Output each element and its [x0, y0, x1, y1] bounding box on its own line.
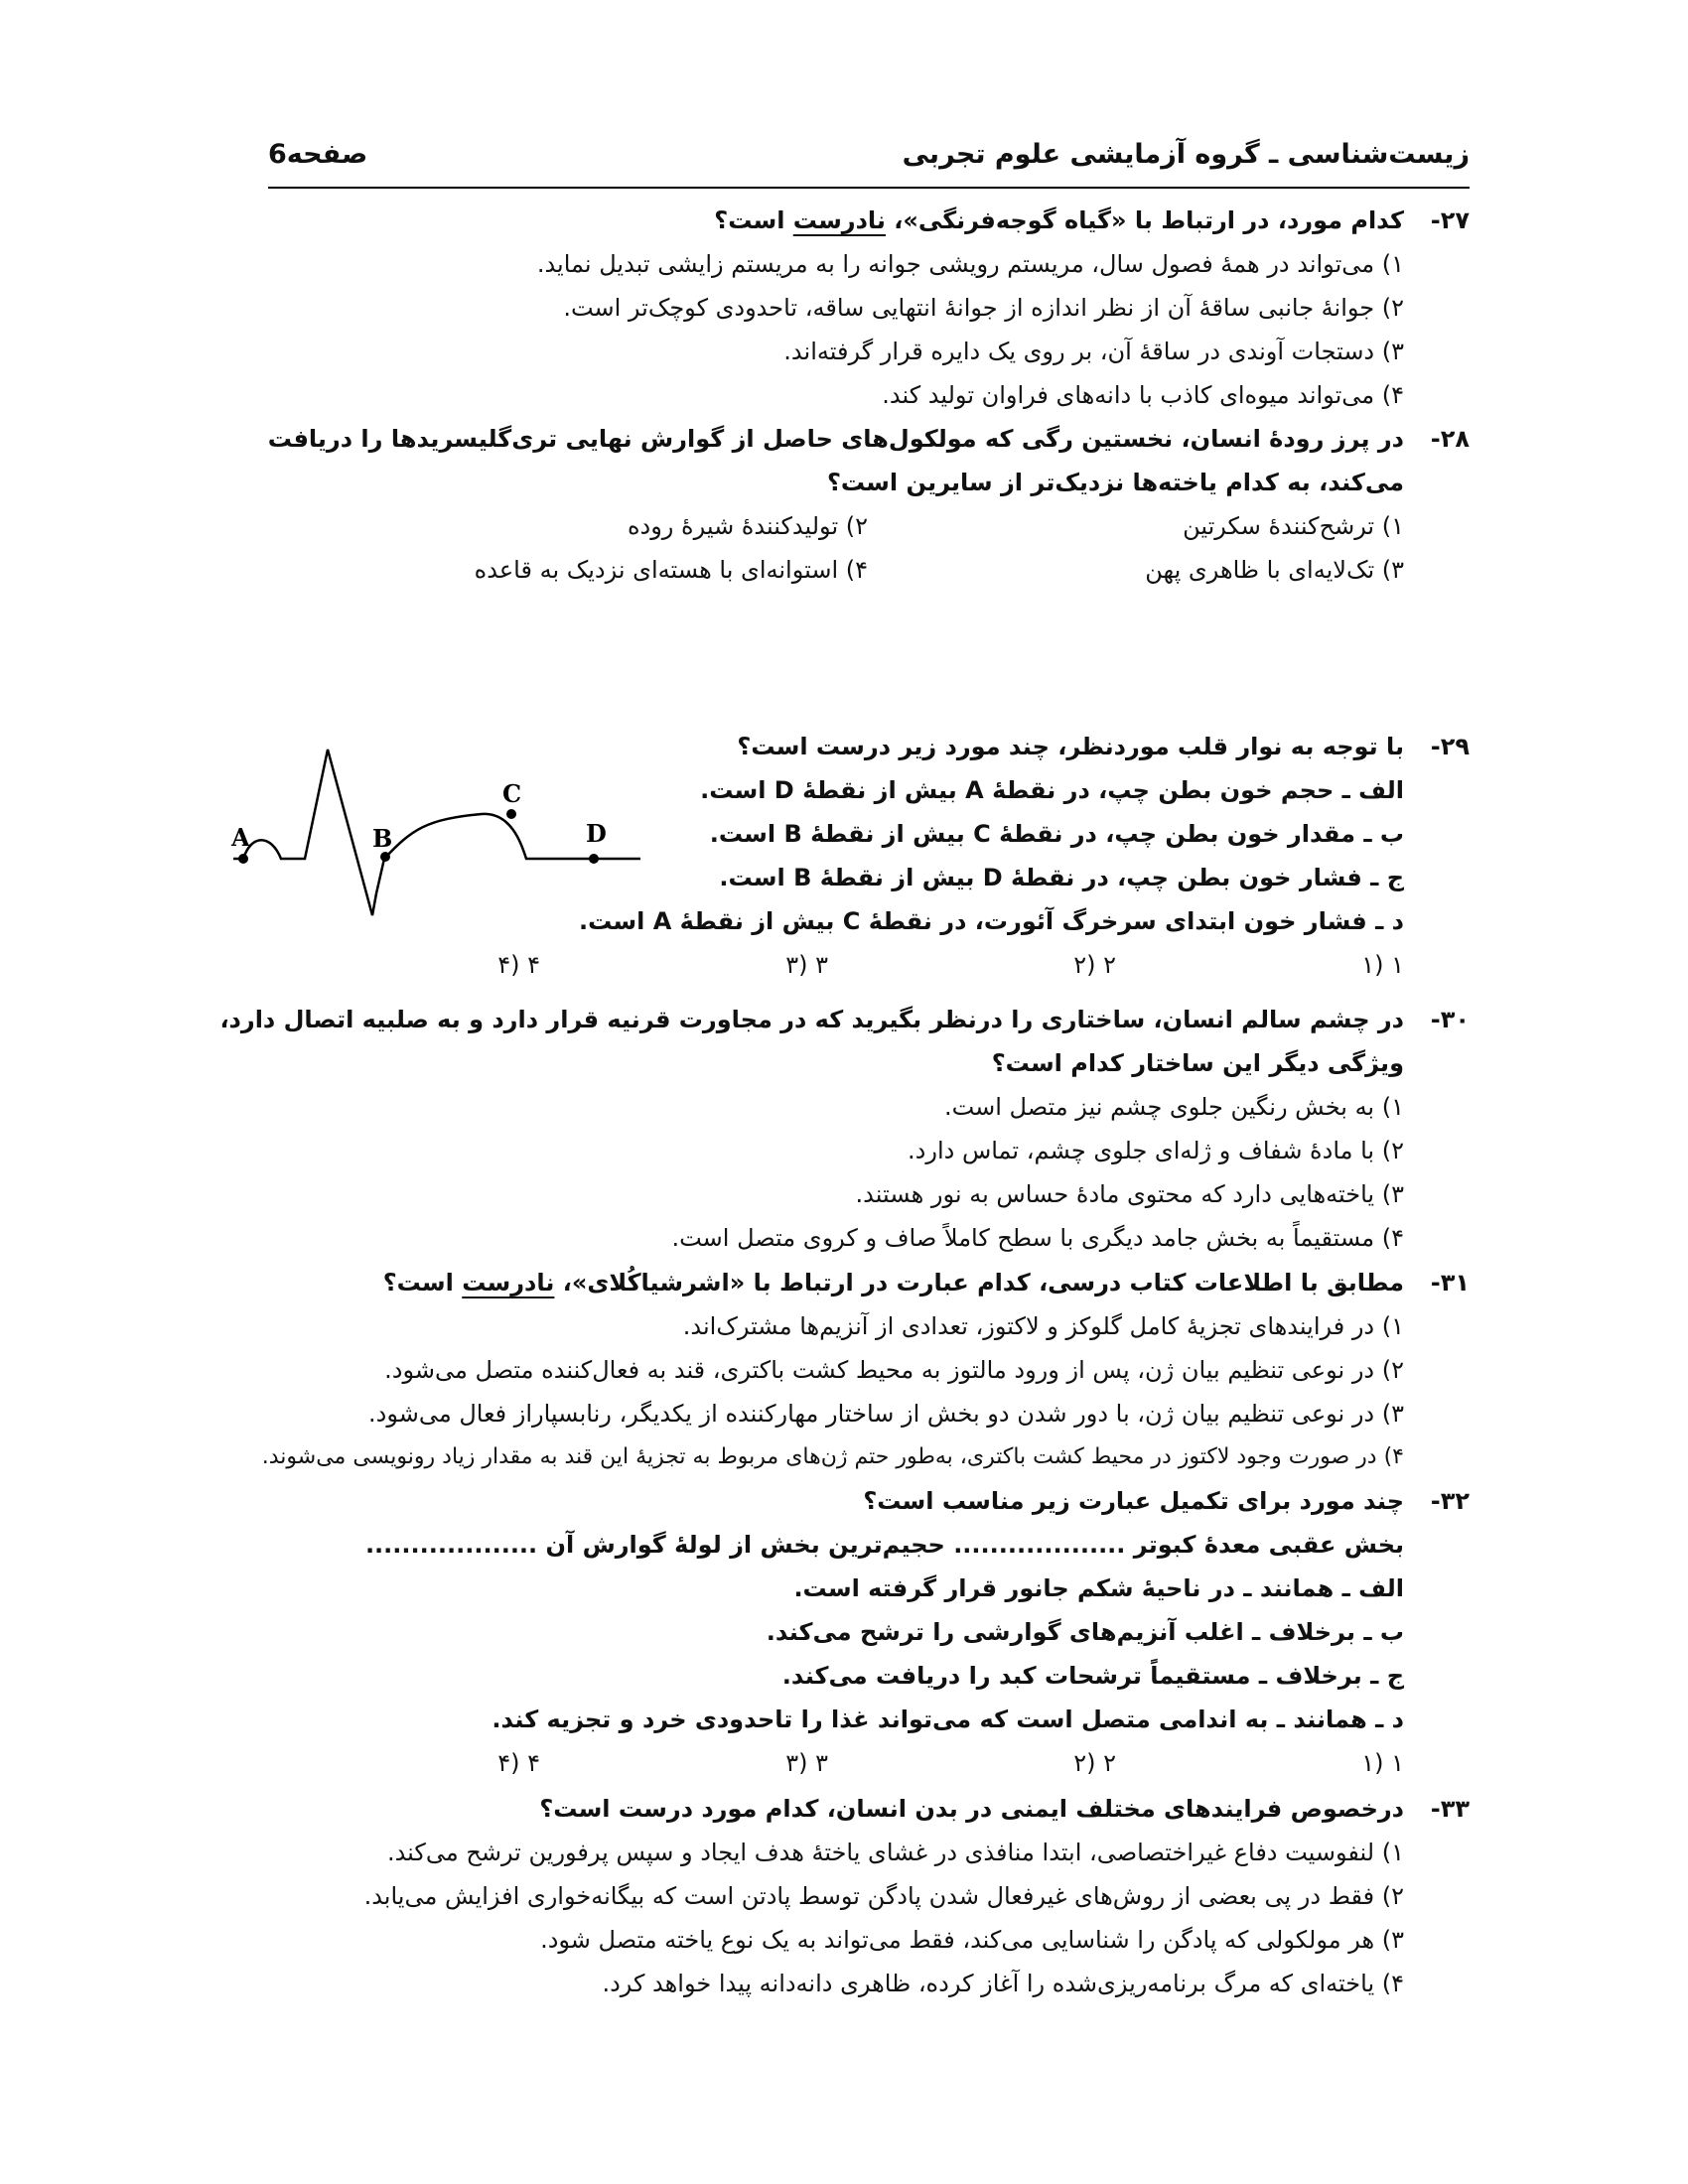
options-row [228, 943, 1404, 987]
option[interactable]: ۴) در صورت وجود لاکتوز در محیط کشت باکتری، به‌طور حتم ژن‌های مربوط به تجزیهٔ این قند به مقدار زیاد رونویسی می‌شوند. [261, 1444, 1404, 1469]
ecg-figure [223, 735, 660, 933]
question-stem: در پرز رودهٔ انسان، نخستین رگی که مولکول‌های حاصل از گوارش نهایی تری‌گلیسریدها را دریافت می‌کند، به کدام یاخته‌ها نزدیک‌تر از سایرین است؟ [267, 425, 1404, 496]
option[interactable]: ۳) دستجات آوندی در ساقهٔ آن، بر روی یک دایره قرار گرفته‌اند. [783, 338, 1404, 365]
question-number: ۳۰- [1430, 1006, 1470, 1033]
question-stem: مطابق با اطلاعات کتاب درسی، کدام عبارت در ارتباط با «اشرشیاکُلای»، نادرست است؟ [382, 1269, 1404, 1297]
question-number: ۲۷- [1430, 206, 1470, 234]
question-33 [218, 1787, 1470, 2005]
emphasis-underline: نادرست [462, 1269, 555, 1297]
question-number: ۳۲- [1430, 1487, 1470, 1515]
option[interactable]: ۲) در نوعی تنظیم بیان ژن، پس از ورود مالتوز به محیط کشت باکتری، قند به فعال‌کننده متصل می‌شود. [384, 1356, 1404, 1384]
options-row [218, 504, 1404, 548]
option[interactable]: ۴ (۴ [497, 951, 540, 979]
ecg-label-c: C [502, 779, 522, 808]
option[interactable]: ۳) یاخته‌هایی دارد که محتوی مادهٔ حساس به نور هستند. [855, 1180, 1404, 1208]
option[interactable]: ۴) یاخته‌ای که مرگ برنامه‌ریزی‌شده را آغاز کرده، ظاهری دانه‌دانه پیدا خواهد کرد. [602, 1970, 1404, 1997]
ecg-trace [233, 750, 640, 915]
question-stem: چند مورد برای تکمیل عبارت زیر مناسب است؟ [863, 1487, 1404, 1515]
emphasis-underline: نادرست [792, 206, 886, 234]
option[interactable]: ۱) در فرایندهای تجزیهٔ کامل گلوکز و لاکتوز، تعدادی از آنزیم‌ها مشترک‌اند. [682, 1312, 1404, 1340]
ecg-point-a [238, 854, 248, 864]
question-stem: درخصوص فرایندهای مختلف ایمنی در بدن انسان، کدام مورد درست است؟ [539, 1795, 1404, 1823]
option[interactable]: ۱) به بخش رنگین جلوی چشم نیز متصل است. [943, 1093, 1404, 1121]
option[interactable]: ۳) هر مولکولی که پادگن را شناسایی می‌کند، فقط می‌تواند به یک نوع یاخته متصل شود. [540, 1926, 1404, 1954]
option[interactable]: ۱ (۱ [1361, 1749, 1404, 1777]
option[interactable]: ۲) جوانهٔ جانبی ساقهٔ آن از نظر اندازه از جوانهٔ انتهایی ساقه، تاحدودی کوچک‌تر است. [563, 294, 1404, 322]
page-header [268, 139, 1470, 183]
option[interactable]: ۴ (۴ [497, 1749, 540, 1777]
ecg-point-b [380, 852, 390, 862]
options-row [218, 548, 1404, 592]
page-header-title: زیست‌شناسی ـ گروه آزمایشی علوم تجربی [902, 139, 1470, 170]
option[interactable]: ۲) با مادهٔ شفاف و ژله‌ای جلوی چشم، تماس دارد. [908, 1137, 1404, 1164]
statement-item: الف ـ همانند ـ در ناحیهٔ شکم جانور قرار گرفته است. [793, 1574, 1404, 1602]
question-28 [218, 417, 1470, 592]
question-number: ۳۱- [1430, 1269, 1470, 1297]
option[interactable]: ۲ (۲ [1073, 951, 1116, 979]
question-stem: با توجه به نوار قلب موردنظر، چند مورد زیر درست است؟ [737, 733, 1404, 760]
option[interactable]: ۳ (۳ [785, 951, 828, 979]
option[interactable]: ۲) فقط در پی بعضی از روش‌های غیرفعال شدن پادگن توسط پادتن است که بیگانه‌خواری افزایش می‌یابد. [363, 1882, 1404, 1910]
question-31 [209, 1261, 1470, 1479]
option[interactable]: ۳ (۳ [785, 1749, 828, 1777]
statement-item: د ـ همانند ـ به اندامی متصل است که می‌تواند غذا را تاحدودی خرد و تجزیه کند. [492, 1706, 1404, 1733]
question-number: ۲۸- [1430, 425, 1470, 453]
statement-item: ب ـ مقدار خون بطن چپ، در نقطهٔ C بیش از نقطهٔ B است. [709, 820, 1404, 848]
options-row [218, 1741, 1404, 1785]
question-number: ۲۹- [1430, 733, 1470, 760]
option[interactable]: ۲) تولیدکنندهٔ شیرهٔ روده [627, 512, 868, 540]
header-rule [268, 187, 1470, 189]
statement-item: ب ـ برخلاف ـ اغلب آنزیم‌های گوارشی را ترشح می‌کند. [766, 1618, 1404, 1646]
option[interactable]: ۳) در نوعی تنظیم بیان ژن، با دور شدن دو بخش از ساختار مهارکننده از یکدیگر، رنابسپاراز فعال می‌شود. [368, 1400, 1404, 1428]
option[interactable]: ۳) تک‌لایه‌ای با ظاهری پهن [1145, 556, 1404, 584]
option[interactable]: ۴) می‌تواند میوه‌ای کاذب با دانه‌های فراوان تولید کند. [882, 381, 1404, 409]
statement-item: ج ـ برخلاف ـ مستقیماً ترشحات کبد را دریافت می‌کند. [781, 1662, 1404, 1690]
question-number: ۳۳- [1430, 1795, 1470, 1823]
ecg-label-b: B [372, 824, 393, 853]
ecg-point-c [506, 809, 516, 819]
statement-item: الف ـ حجم خون بطن چپ، در نقطهٔ A بیش از نقطهٔ D است. [700, 776, 1404, 804]
option[interactable]: ۱) می‌تواند در همهٔ فصول سال، مریستم رویشی جوانه را به مریستم زایشی تبدیل نماید. [536, 250, 1404, 278]
completion-sentence: بخش عقبی معدهٔ کبوتر ................... حجیم‌ترین بخش از لولهٔ گوارش آن ................... [364, 1531, 1404, 1559]
question-stem: در چشم سالم انسان، ساختاری را درنظر بگیرید که در مجاورت قرنیه قرار دارد و به صلبیه اتصال دارد، ویژگی دیگر این ساختار کدام است؟ [219, 1006, 1404, 1077]
question-30 [218, 998, 1470, 1260]
question-stem: کدام مورد، در ارتباط با «گیاه گوجه‌فرنگی»، نادرست است؟ [714, 206, 1404, 234]
option[interactable]: ۴) استوانه‌ای با هسته‌ای نزدیک به قاعده [474, 556, 868, 584]
ecg-label-d: D [586, 819, 607, 848]
statement-item: د ـ فشار خون ابتدای سرخرگ آئورت، در نقطهٔ C بیش از نقطهٔ A است. [579, 907, 1404, 935]
question-27 [268, 199, 1470, 417]
option[interactable]: ۱) لنفوسیت دفاع غیراختصاصی، ابتدا منافذی در غشای یاختهٔ هدف ایجاد و سپس پرفورین ترشح می‌کند. [386, 1839, 1404, 1866]
option[interactable]: ۱ (۱ [1361, 951, 1404, 979]
question-32 [218, 1479, 1470, 1785]
option[interactable]: ۱) ترشح‌کنندهٔ سکرتین [1183, 512, 1404, 540]
statement-item: ج ـ فشار خون بطن چپ، در نقطهٔ D بیش از نقطهٔ B است. [719, 864, 1404, 891]
ecg-label-a: A [231, 823, 250, 852]
ecg-point-d [589, 854, 599, 864]
page-number: صفحه6 [268, 139, 368, 170]
option[interactable]: ۲ (۲ [1073, 1749, 1116, 1777]
option[interactable]: ۴) مستقیماً به بخش جامد دیگری با سطح کاملاً صاف و کروی متصل است. [671, 1224, 1404, 1252]
